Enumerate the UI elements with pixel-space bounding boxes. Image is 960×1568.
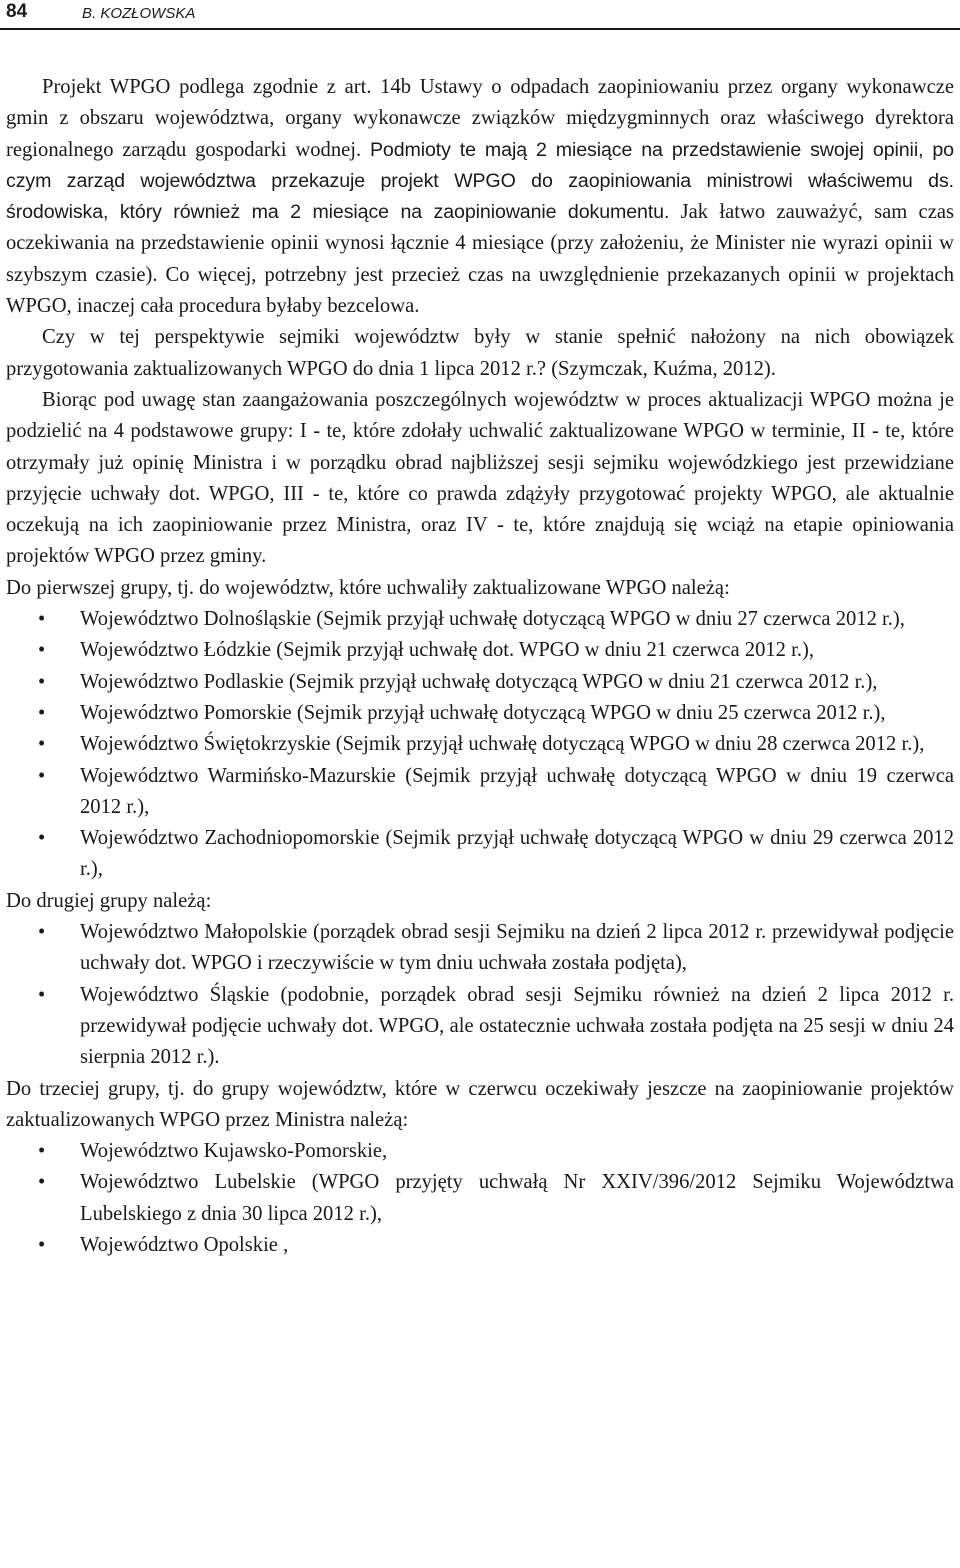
page-body <box>6 72 954 1261</box>
group-2-list <box>6 917 954 1073</box>
list-item <box>6 698 954 729</box>
bullet-icon: • <box>38 1171 46 1194</box>
list-item <box>6 667 954 698</box>
list-item-text: Województwo Lubelskie (WPGO przyjęty uchwałą Nr XXIV/396/2012 Sejmiku Województwa Lubelskiego z dnia 30 lipca 2012 r.), <box>80 1171 954 1225</box>
bullet-icon: • <box>38 733 46 756</box>
paragraph-1-part-c: Jak łatwo zauważyć, sam czas oczekiwania na przedstawienie opinii wynosi łącznie 4 miesiące (przy założeniu, że Minister nie wyrazi opinii w szybszym czasie). Co więcej, potrzebny jest przecież czas na uwzględnienie przekazanych opinii w projektach WPGO, inaczej cała procedura byłaby bezcelowa. <box>6 201 954 318</box>
list-item <box>6 917 954 980</box>
list-item-text: Województwo Małopolskie (porządek obrad sesji Sejmiku na dzień 2 lipca 2012 r. przewidywał podjęcie uchwały dot. WPGO i rzeczywiście w tym dniu uchwała została podjęta), <box>80 921 954 975</box>
list-item <box>6 1230 954 1261</box>
paragraph-3: Biorąc pod uwagę stan zaangażowania poszczególnych województw w proces aktualizacji WPGO można je podzielić na 4 podstawowe grupy: I - te, które zdołały uchwalić zaktualizowane WPGO w terminie, II - te, które otrzymały już opinię Ministra i w porządku obrad najbliższej sesji sejmiku wojewódzkiego jest przewidziane przyjęcie uchwały dot. WPGO, III - te, które co prawda zdążyły przygotować projekty WPGO, ale aktualnie oczekują na ich zaopiniowanie przez Ministra, oraz IV - te, które znajdują się wciąż na etapie opiniowania projektów WPGO przez gminy. <box>6 388 954 568</box>
bullet-icon: • <box>38 670 46 693</box>
list-item-text: Województwo Dolnośląskie (Sejmik przyjął uchwałę dotyczącą WPGO w dniu 27 czerwca 2012 r.), <box>80 608 905 631</box>
list-item-text: Województwo Zachodniopomorskie (Sejmik przyjął uchwałę dotyczącą WPGO w dniu 29 czerwca 2012 r.), <box>80 827 954 881</box>
list-item-text: Województwo Warmińsko-Mazurskie (Sejmik przyjął uchwałę dotyczącą WPGO w dniu 19 czerwca 2012 r.), <box>80 764 954 818</box>
bullet-icon: • <box>38 827 46 850</box>
bullet-icon: • <box>38 921 46 944</box>
list-item-text: Województwo Kujawsko-Pomorskie, <box>80 1140 388 1163</box>
list-item <box>6 1136 954 1167</box>
list-item <box>6 980 954 1074</box>
list-item <box>6 635 954 666</box>
group-3-list <box>6 1136 954 1261</box>
list-item-text: Województwo Śląskie (podobnie, porządek obrad sesji Sejmiku również na dzień 2 lipca 2012 r. przewidywał podjęcie uchwały dot. WPGO, ale ostatecznie uchwała została podjęta na 25 sesji w dniu 24 sierpnia 2012 r.). <box>80 983 954 1069</box>
group-2-intro: Do drugiej grupy należą: <box>6 889 212 912</box>
bullet-icon: • <box>38 764 46 787</box>
bullet-icon: • <box>38 639 46 662</box>
bullet-icon: • <box>38 1233 46 1256</box>
paragraph-1 <box>6 72 954 322</box>
running-head: B. KOZŁOWSKA <box>82 5 196 22</box>
list-item <box>6 729 954 760</box>
bullet-icon: • <box>38 983 46 1006</box>
list-item-text: Województwo Pomorskie (Sejmik przyjął uchwałę dotyczącą WPGO w dniu 25 czerwca 2012 r.), <box>80 701 886 724</box>
list-item-text: Województwo Podlaskie (Sejmik przyjął uchwałę dotyczącą WPGO w dniu 21 czerwca 2012 r.), <box>80 670 878 693</box>
bullet-icon: • <box>38 608 46 631</box>
list-item-text: Województwo Świętokrzyskie (Sejmik przyjął uchwałę dotyczącą WPGO w dniu 28 czerwca 2012 r.), <box>80 733 925 756</box>
list-item-text: Województwo Łódzkie (Sejmik przyjął uchwałę dot. WPGO w dniu 21 czerwca 2012 r.), <box>80 639 814 662</box>
list-item <box>6 604 954 635</box>
list-item-text: Województwo Opolskie , <box>80 1233 289 1256</box>
paragraph-1-part-b: Podmioty te mają 2 miesiące na przedstawienie swojej opinii, po czym zarząd województwa przekazuje projekt WPGO do zaopiniowania ministrowi właściwemu ds. środowiska, który również ma 2 miesiące na zaopiniowanie dokumentu. <box>6 138 954 224</box>
bullet-icon: • <box>38 701 46 724</box>
group-1-intro: Do pierwszej grupy, tj. do województw, które uchwaliły zaktualizowane WPGO należą: <box>6 576 730 599</box>
group-1-list <box>6 604 954 886</box>
list-item <box>6 823 954 886</box>
paragraph-1-part-a: Projekt WPGO podlega zgodnie z art. 14b Ustawy o odpadach zaopiniowaniu przez organy wykonawcze gmin z obszaru województwa, organy wykonawcze związków międzygminnych oraz właściwego dyrektora regionalnego zarządu gospodarki wodnej. <box>6 76 954 161</box>
list-item <box>6 1167 954 1230</box>
paragraph-2: Czy w tej perspektywie sejmiki województw były w stanie spełnić nałożony na nich obowiązek przygotowania zaktualizowanych WPGO do dnia 1 lipca 2012 r.? (Szymczak, Kuźma, 2012). <box>6 326 954 380</box>
page-number: 84 <box>6 1 28 22</box>
bullet-icon: • <box>38 1140 46 1163</box>
group-3-intro: Do trzeciej grupy, tj. do grupy województw, które w czerwcu oczekiwały jeszcze na zaopiniowanie projektów zaktualizowanych WPGO przez Ministra należą: <box>6 1077 954 1131</box>
page-header <box>0 0 960 30</box>
list-item <box>6 761 954 824</box>
